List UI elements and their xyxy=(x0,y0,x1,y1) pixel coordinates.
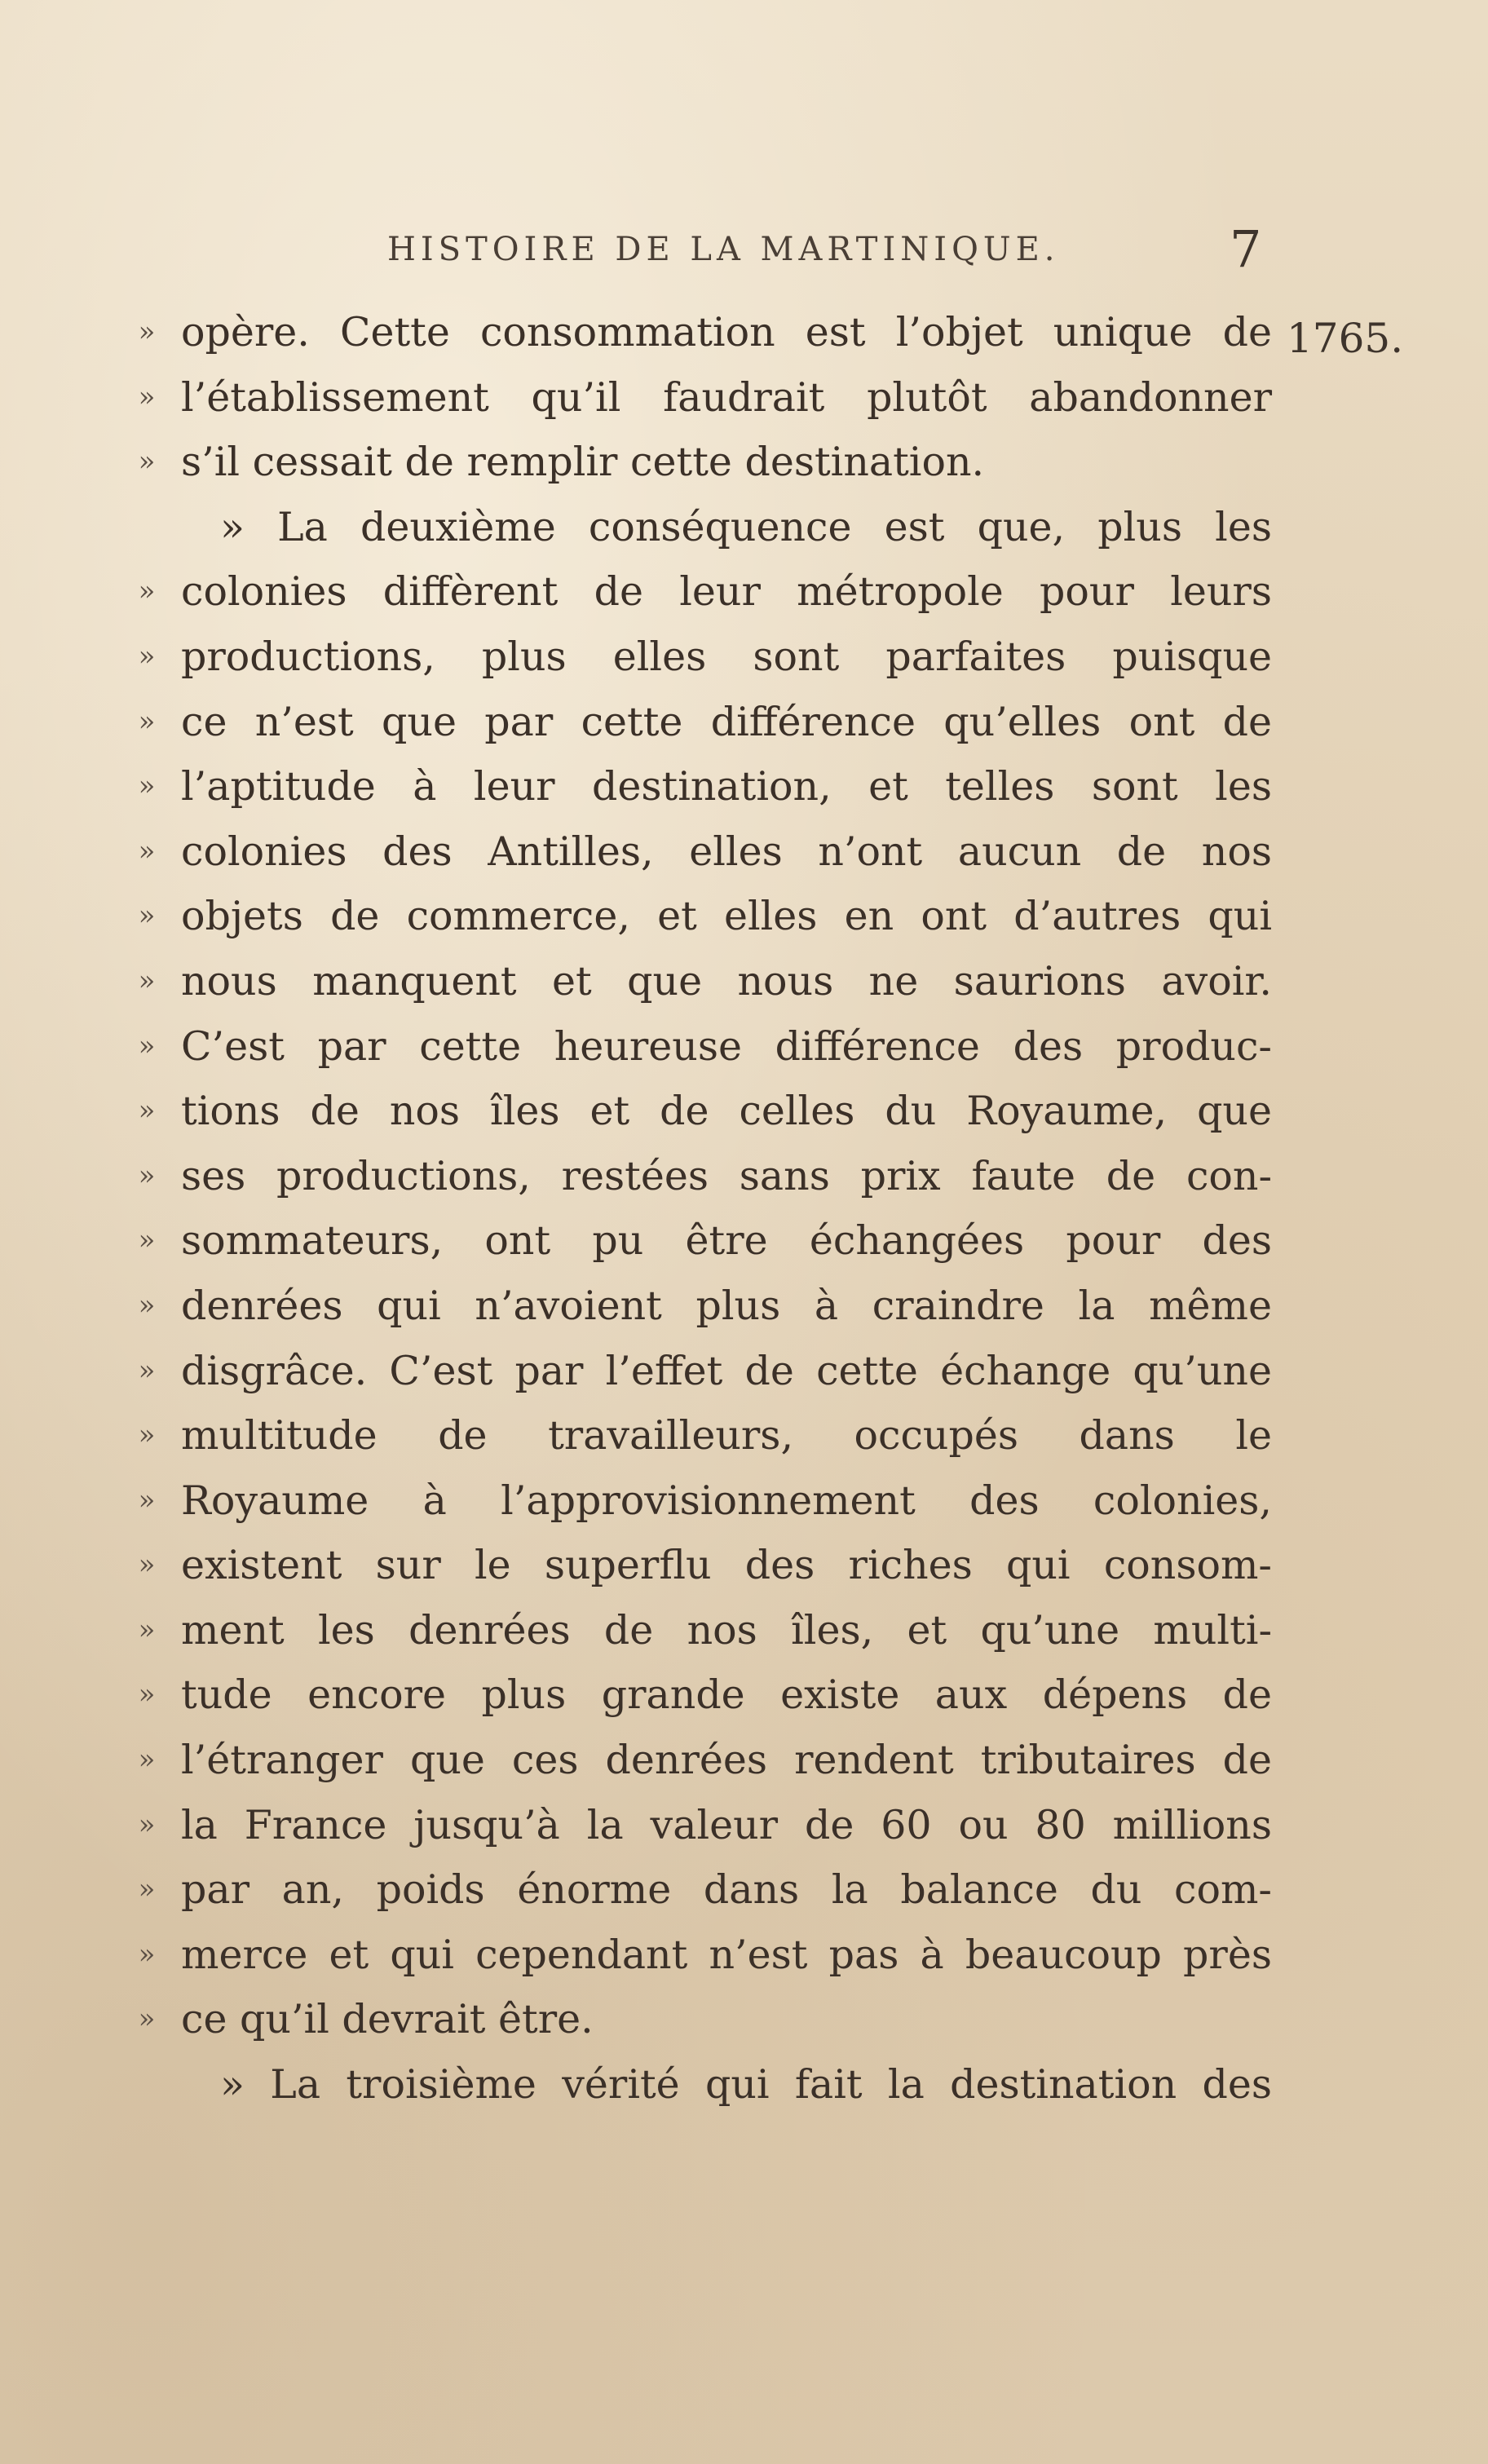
line-text: Royaume à l’approvisionnement des colonies, xyxy=(181,1477,1272,1524)
quote-mark: » xyxy=(138,2003,156,2036)
text-line xyxy=(130,1403,1272,1468)
text-line xyxy=(130,1274,1272,1339)
line-text: disgrâce. C’est par l’effet de cette échange qu’une xyxy=(181,1347,1272,1394)
line-text: l’établissement qu’il faudrait plutôt abandonner xyxy=(181,373,1272,421)
text-line xyxy=(130,1339,1272,1404)
text-line xyxy=(130,2052,1272,2117)
quote-mark: » xyxy=(138,770,156,803)
line-text: existent sur le superflu des riches qui consom- xyxy=(181,1542,1272,1589)
text-line xyxy=(130,1857,1272,1923)
quote-mark: » xyxy=(138,1743,156,1777)
line-text: colonies des Antilles, elles n’ont aucun de nos xyxy=(181,828,1272,875)
quote-mark: » xyxy=(138,1937,156,1971)
text-line xyxy=(130,1208,1272,1274)
text-line xyxy=(130,495,1272,560)
quote-mark: » xyxy=(138,575,156,608)
line-text: tions de nos îles et de celles du Royaume, que xyxy=(181,1088,1272,1135)
line-text: » La deuxième conséquence est que, plus les xyxy=(220,503,1272,550)
text-line xyxy=(130,1468,1272,1534)
text-line xyxy=(130,625,1272,690)
quote-mark: » xyxy=(138,1094,156,1128)
text-line xyxy=(130,754,1272,819)
line-text: productions, plus elles sont parfaites puisque xyxy=(181,633,1272,680)
line-text: ce n’est que par cette différence qu’elles ont de xyxy=(181,698,1272,745)
quote-mark: » xyxy=(138,1613,156,1646)
text-line xyxy=(130,949,1272,1014)
text-line xyxy=(130,559,1272,625)
text-line xyxy=(130,1793,1272,1858)
text-line xyxy=(130,300,1272,365)
text-line xyxy=(130,1923,1272,1988)
line-text: » La troisième vérité qui fait la destination des xyxy=(220,2061,1272,2109)
line-text: la France jusqu’à la valeur de 60 ou 80 millions xyxy=(181,1801,1272,1848)
text-line xyxy=(130,1598,1272,1663)
quote-mark: » xyxy=(138,1029,156,1062)
text-line xyxy=(130,365,1272,431)
quote-mark: » xyxy=(138,1159,156,1192)
body-text xyxy=(130,300,1272,2117)
line-text: C’est par cette heureuse différence des produc- xyxy=(181,1022,1272,1070)
line-text: denrées qui n’avoient plus à craindre la même xyxy=(181,1282,1272,1329)
margin-year-note: 1765. xyxy=(1287,315,1404,362)
quote-mark: » xyxy=(138,316,156,348)
text-line xyxy=(130,1144,1272,1209)
quote-mark: » xyxy=(138,1678,156,1711)
line-text: merce et qui cependant n’est pas à beaucoup près xyxy=(181,1931,1272,1978)
quote-mark: » xyxy=(138,1548,156,1582)
text-line xyxy=(130,1533,1272,1598)
text-line xyxy=(130,1663,1272,1728)
quote-mark: » xyxy=(138,1419,156,1452)
page-number: 7 xyxy=(1230,219,1262,279)
quote-mark: » xyxy=(138,1483,156,1517)
line-text: multitude de travailleurs, occupés dans le xyxy=(181,1412,1272,1459)
quote-mark: » xyxy=(138,704,156,738)
quote-mark: » xyxy=(138,1288,156,1322)
line-text: l’aptitude à leur destination, et telles sont les xyxy=(181,763,1272,810)
line-text: ment les denrées de nos îles, et qu’une multi- xyxy=(181,1606,1272,1654)
line-text: ce qu’il devrait être. xyxy=(181,1996,594,2043)
quote-mark: » xyxy=(138,639,156,673)
line-text: sommateurs, ont pu être échangées pour des xyxy=(181,1217,1272,1265)
running-title: HISTOIRE DE LA MARTINIQUE. xyxy=(387,231,1060,268)
text-line xyxy=(130,430,1272,495)
quote-mark: » xyxy=(138,445,156,479)
line-text: tude encore plus grande existe aux dépens de xyxy=(181,1671,1272,1719)
quote-mark: » xyxy=(138,834,156,868)
line-text: objets de commerce, et elles en ont d’autres qui xyxy=(181,893,1272,940)
page-header xyxy=(0,219,1488,281)
text-line xyxy=(130,690,1272,755)
text-line xyxy=(130,819,1272,885)
text-line xyxy=(130,1079,1272,1144)
line-text: opère. Cette consommation est l’objet unique de xyxy=(181,309,1272,355)
quote-mark: » xyxy=(138,1808,156,1841)
text-line xyxy=(130,1728,1272,1793)
text-line xyxy=(130,884,1272,949)
line-text: nous manquent et que nous ne saurions avoir. xyxy=(181,957,1272,1005)
quote-mark: » xyxy=(138,1873,156,1906)
line-text: s’il cessait de remplir cette destination. xyxy=(181,439,985,486)
quote-mark: » xyxy=(138,1353,156,1387)
quote-mark: » xyxy=(138,899,156,933)
quote-mark: » xyxy=(138,380,156,413)
line-text: par an, poids énorme dans la balance du com- xyxy=(181,1866,1272,1914)
line-text: l’étranger que ces denrées rendent tributaires de xyxy=(181,1737,1272,1784)
line-text: colonies diffèrent de leur métropole pour leurs xyxy=(181,568,1272,616)
text-line xyxy=(130,1987,1272,2052)
quote-mark: » xyxy=(138,964,156,997)
text-line xyxy=(130,1014,1272,1080)
line-text: ses productions, restées sans prix faute de con- xyxy=(181,1152,1272,1199)
quote-mark: » xyxy=(138,1224,156,1257)
